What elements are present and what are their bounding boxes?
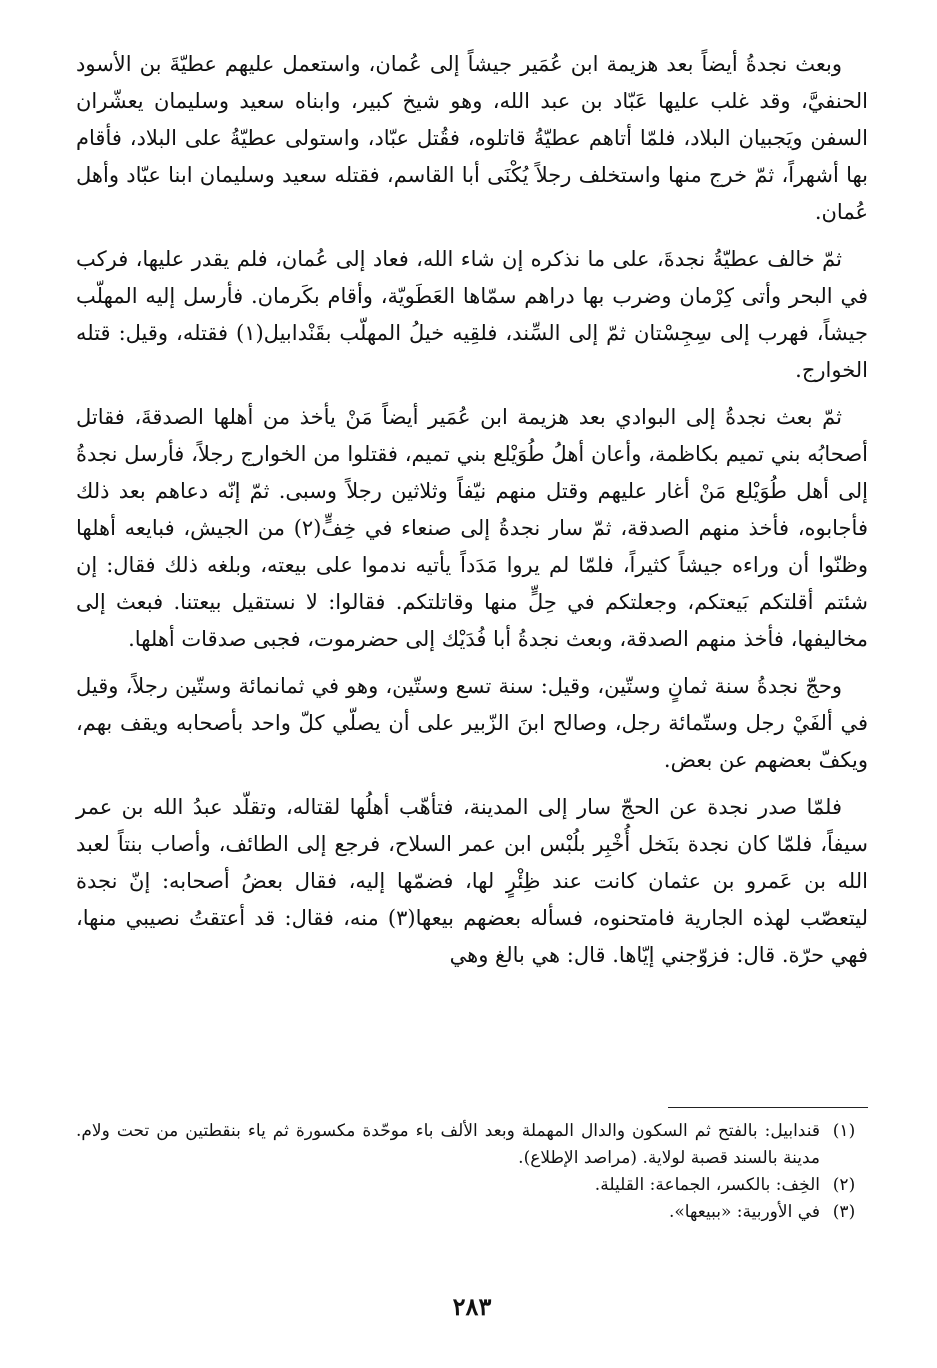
paragraph: وبعث نجدةُ أيضاً بعد هزيمة ابن عُمَير جيشاً إلى عُمان، واستعمل عليهم عطيّةَ بن الأسود الحنفيَّ، وقد غلب عليها عَبّاد بن عبد الله، وهو شيخ كبير، وابناه سعيد وسليمان يعشّران السفن ويَجبيان البلاد، فلمّا أتاهم عطيّةُ قاتلوه، فقُتل عبّاد، واستولى عطيّةُ على البلاد، فأقام بها أشهراً، ثمّ خرج منها واستخلف رجلاً يُكْنَى أبا القاسم، فقتله سعيد وسليمان ابنا عبّاد وأهل عُمان. [76, 52, 868, 224]
footnote-text: قندابيل: بالفتح ثم السكون والدال المهملة وبعد الألف باء موحّدة مكسورة ثم ياء بنقطتين من تحت ولام. مدينة بالسند قصبة لولاية. (مراصد الإطلاع). [76, 1121, 820, 1168]
footnotes [76, 1118, 868, 1226]
page-number: ٢٨٣ [452, 1292, 492, 1321]
footnote-separator [668, 1107, 868, 1108]
footnote [76, 1118, 868, 1172]
paragraph: ثمّ بعث نجدةُ إلى البوادي بعد هزيمة ابن عُمَير أيضاً مَنْ يأخذ من أهلها الصدقةَ، فقاتل أصحابُه بني تميم بكاظمة، وأعان أهلُ طُوَيْلع بني تميم، فقتلوا من الخوارج رجلاً، فأرسل نجدةُ إلى أهل طُوَيْلع مَنْ أغار عليهم وقتل منهم نيّفاً وثلاثين رجلاً وسبى. ثمّ إنّه دعاهم بعد ذلك فأجابوه، فأخذ منهم الصدقة، ثمّ سار نجدةُ إلى صنعاء في خِفٍّ(٢) من الجيش، فبايعه أهلها وظنّوا أن وراءه جيشاً كثيراً، فلمّا لم يروا مَدَداً يأتيه ندموا على بيعته، وبلغه ذلك فقال: إن شئتم أقلتكم بَيعتكم، وجعلتكم في حِلٍّ منها وقاتلتكم. فقالوا: لا نستقيل بيعتنا. فبعث إلى مخاليفها، فأخذ منهم الصدقة، وبعث نجدةُ أبا فُدَيْك إلى حضرموت، فجبى صدقات أهلها. [76, 405, 868, 651]
footnote-text: الخِف: بالكسر، الجماعة: القليلة. [594, 1175, 820, 1195]
paragraph: فلمّا صدر نجدة عن الحجّ سار إلى المدينة، فتأهّب أهلُها لقتاله، وتقلّد عبدُ الله بن عمر سيفاً، فلمّا كان نجدة بنَخل أُخْبِر بلُبْس ابن عمر السلاح، فرجع إلى الطائف، وأصاب بنتاً لعبد الله بن عَمرو بن عثمان كانت عند ظِئْرٍ لها، فضمّها إليه، فقال بعضُ أصحابه: إنّ نجدة ليتعصّب لهذه الجارية فامتحنوه، فسأله بعضهم بيعها(٣) منه، فقال: قد أعتقتُ نصيبي منها، فهي حرّة. قال: فزوّجني إيّاها. قال: هي بالغ وهي [76, 795, 868, 967]
footnote-number: (٢) [832, 1175, 856, 1195]
footnote-number: (٣) [832, 1202, 856, 1222]
footnote-number: (١) [832, 1121, 856, 1141]
paragraph: ثمّ خالف عطيّةُ نجدةَ، على ما نذكره إن شاء الله، فعاد إلى عُمان، فلم يقدر عليها، فركب في البحر وأتى كِرْمان وضرب بها دراهم سمّاها العَطَويّة، وأقام بكَرمان. فأرسل إليه المهلّب جيشاً، فهرب إلى سِجِسْتان ثمّ إلى السِّند، فلقِيه خيلُ المهلّب بقَنْدابيل(١) فقتله، وقيل: قتله الخوارج. [76, 247, 868, 382]
footnote [76, 1199, 868, 1226]
paragraph: وحجّ نجدةُ سنة ثمانٍ وستّين، وقيل: سنة تسع وستّين، وهو في ثمانمائة وستّين رجلاً، وقيل في ألفَيْ رجل وستّمائة رجل، وصالح ابنَ الزّبير على أن يصلّي كلّ واحد بأصحابه ويقف بهم، ويكفّ بعضهم عن بعض. [76, 674, 868, 772]
main-text [76, 46, 868, 974]
book-page [76, 46, 868, 1346]
footnote [76, 1172, 868, 1199]
footnote-text: في الأوربية: «ببيعها». [668, 1202, 820, 1222]
